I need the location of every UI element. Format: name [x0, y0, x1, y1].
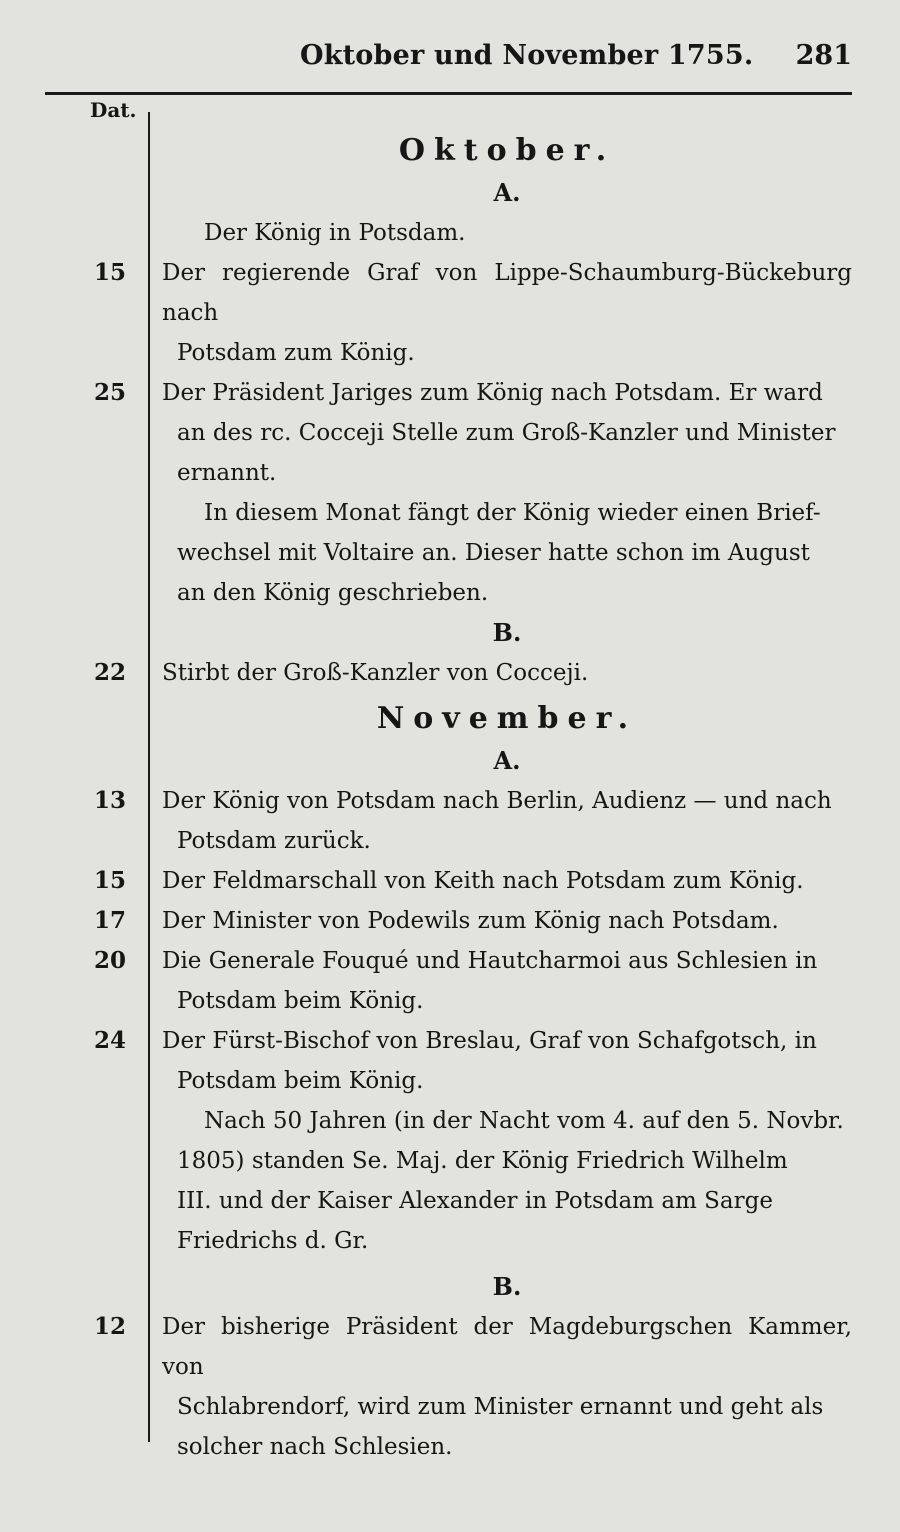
entry-line: Schlabrendorf, wird zum Minister ernannt und geht als: [177, 1394, 824, 1420]
month-heading-november: November.: [376, 701, 638, 736]
page-number: 281: [795, 40, 852, 71]
header-rule: [45, 92, 852, 95]
entry-line: Potsdam zum König.: [177, 340, 415, 366]
running-head-title: Oktober und November 1755.: [300, 40, 754, 71]
entry: [0, 1101, 900, 1261]
entry-line: Der König in Potsdam.: [204, 220, 466, 246]
entry-text: [162, 901, 852, 941]
entry: [0, 213, 900, 253]
page-body: [0, 125, 900, 1467]
entry: [0, 493, 900, 613]
entry-date: 15: [93, 867, 126, 894]
entry-line: solcher nach Schlesien.: [177, 1434, 453, 1460]
entry-text: [162, 373, 852, 493]
entry-line: wechsel mit Voltaire an. Dieser hatte schon im August: [177, 540, 810, 566]
date-column-label: Dat.: [90, 98, 137, 122]
section-heading-a: A.: [493, 746, 521, 775]
entry-line: ernannt.: [177, 460, 277, 486]
entry-text: [162, 861, 852, 901]
entry-line: Der Minister von Podewils zum König nach Potsdam.: [162, 908, 779, 934]
entry-line: Potsdam beim König.: [177, 988, 424, 1014]
entry-date: 17: [93, 907, 126, 934]
entry-line: Der Präsident Jariges zum König nach Potsdam. Er ward: [162, 380, 823, 406]
entry-line: In diesem Monat fängt der König wieder einen Brief-: [204, 500, 821, 526]
entry-date: 13: [93, 787, 126, 814]
entry-line: Der bisherige Präsident der Magdeburgschen Kammer, von: [162, 1314, 852, 1380]
entry-text: [162, 1101, 852, 1261]
entry: [0, 901, 900, 941]
entry-text: [162, 653, 852, 693]
entry: [0, 373, 900, 493]
entry-text: [162, 781, 852, 861]
entry: [0, 653, 900, 693]
section-heading-b: B.: [492, 1272, 522, 1301]
entry: [0, 941, 900, 1021]
entry-date: 12: [93, 1313, 126, 1340]
entry-date: 15: [93, 259, 126, 286]
entry-text: [162, 493, 852, 613]
month-heading-oktober: Oktober.: [398, 133, 616, 168]
entry: [0, 861, 900, 901]
entry-line: Der regierende Graf von Lippe-Schaumburg-Bückeburg nach: [162, 260, 852, 326]
entry-date: 20: [93, 947, 126, 974]
entry-date: 24: [93, 1027, 126, 1054]
section-heading-b: B.: [492, 618, 522, 647]
entry-date: 25: [93, 379, 126, 406]
entry: [0, 1021, 900, 1101]
entry-text: [162, 1021, 852, 1101]
entry-text: [162, 941, 852, 1021]
entry: [0, 1307, 900, 1467]
entry-line: Der König von Potsdam nach Berlin, Audienz — und nach: [162, 788, 832, 814]
entry: [0, 253, 900, 373]
entry-line: Stirbt der Groß-Kanzler von Cocceji.: [162, 660, 589, 686]
entry-line: an des rc. Cocceji Stelle zum Groß-Kanzler und Minister: [177, 420, 836, 446]
entry-line: III. und der Kaiser Alexander in Potsdam am Sarge: [177, 1188, 773, 1214]
entry: [0, 781, 900, 861]
entry-text: [162, 1307, 852, 1467]
entry-line: Der Fürst-Bischof von Breslau, Graf von Schafgotsch, in: [162, 1028, 817, 1054]
section-heading-a: A.: [493, 178, 521, 207]
entry-line: Der Feldmarschall von Keith nach Potsdam zum König.: [162, 868, 804, 894]
entry-line: Friedrichs d. Gr.: [177, 1228, 369, 1254]
entry-line: Potsdam zurück.: [177, 828, 371, 854]
entry-line: an den König geschrieben.: [177, 580, 489, 606]
entry-line: Potsdam beim König.: [177, 1068, 424, 1094]
entry-text: [162, 213, 894, 253]
entry-date: 22: [93, 659, 126, 686]
entry-line: Nach 50 Jahren (in der Nacht vom 4. auf den 5. Novbr.: [204, 1108, 844, 1134]
running-head: [150, 38, 852, 88]
entry-line: Die Generale Fouqué und Hautcharmoi aus Schlesien in: [162, 948, 818, 974]
entry-line: 1805) standen Se. Maj. der König Friedrich Wilhelm: [177, 1148, 788, 1174]
entry-text: [162, 253, 852, 373]
